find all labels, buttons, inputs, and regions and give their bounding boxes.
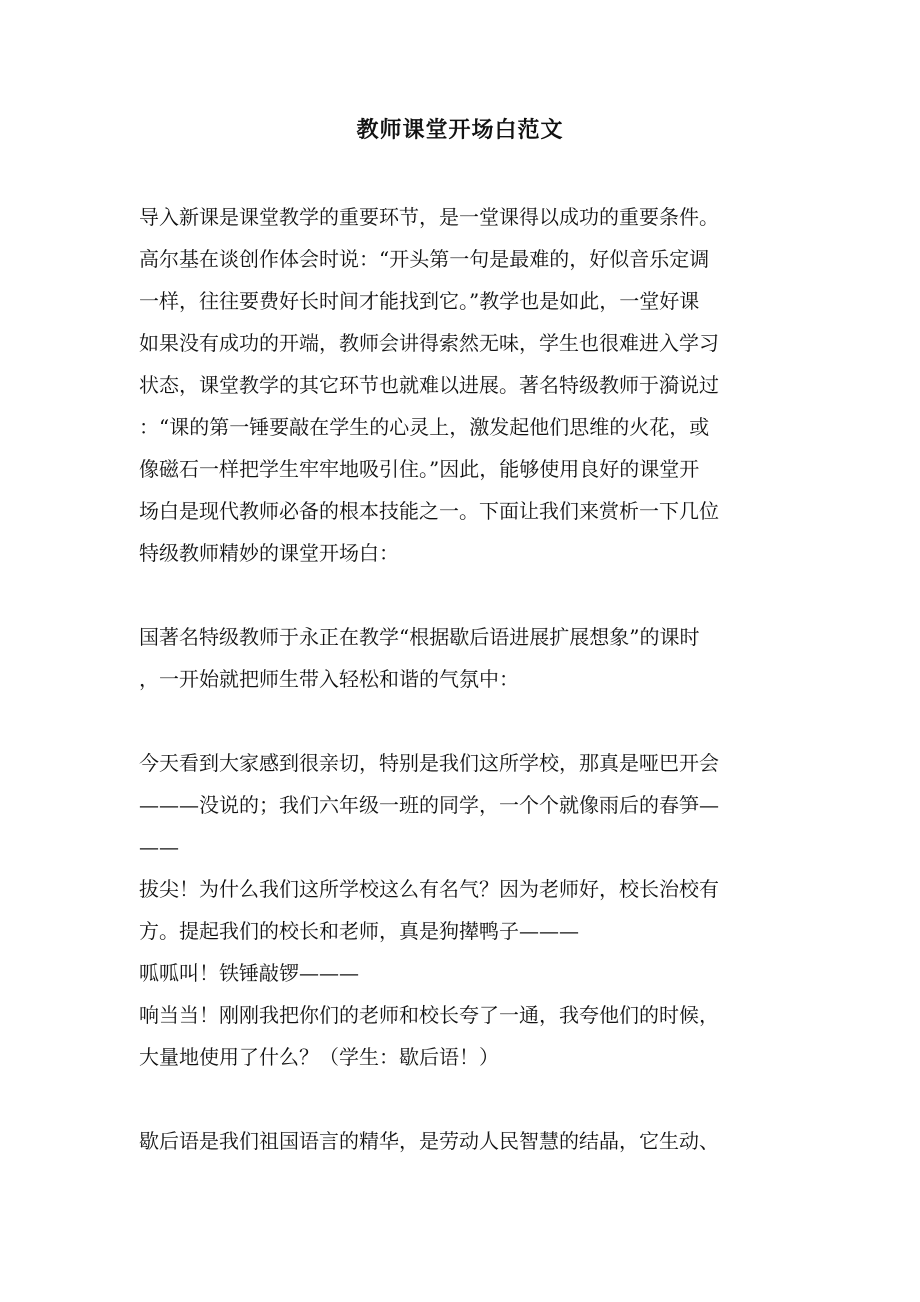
paragraph [139, 742, 779, 1078]
document-body [139, 196, 779, 1162]
text-line: 大量地使用了什么？（学生：歇后语！） [139, 1045, 499, 1069]
paragraph-gap [139, 1078, 779, 1120]
text-line: —— [139, 835, 179, 859]
text-line: 响当当！刚刚我把你们的老师和校长夸了一通，我夸他们的时候， [139, 1003, 719, 1027]
paragraph-gap [139, 574, 779, 616]
paragraph [139, 196, 779, 574]
text-line: 特级教师精妙的课堂开场白： [139, 541, 399, 565]
text-line: 一样，往往要费好长时间才能找到它。”教学也是如此，一堂好课 [139, 289, 700, 313]
text-line: 国著名特级教师于永正在教学“根据歇后语进展扩展想象”的课时 [139, 625, 700, 649]
text-line: 方。提起我们的校长和老师，真是狗撵鸭子——— [139, 919, 579, 943]
text-line: 场白是现代教师必备的根本技能之一。下面让我们来赏析一下几位 [139, 499, 719, 523]
text-line: ———没说的；我们六年级一班的同学，一个个就像雨后的春笋— [139, 793, 719, 817]
text-line: 状态，课堂教学的其它环节也就难以进展。著名特级教师于漪说过 [139, 373, 719, 397]
document-title: 教师课堂开场白范文 [356, 117, 564, 143]
paragraph [139, 1120, 779, 1162]
text-line: 导入新课是课堂教学的重要环节，是一堂课得以成功的重要条件。 [139, 205, 719, 229]
paragraph [139, 616, 779, 700]
text-line: 高尔基在谈创作体会时说：“开头第一句是最难的，好似音乐定调 [139, 247, 710, 271]
text-line: 如果没有成功的开端，教师会讲得索然无味，学生也很难进入学习 [139, 331, 719, 355]
text-line: 今天看到大家感到很亲切，特别是我们这所学校，那真是哑巴开会 [139, 751, 719, 775]
text-line: ，一开始就把师生带入轻松和谐的气氛中： [139, 667, 519, 691]
text-line: 拔尖！为什么我们这所学校这么有名气？因为老师好，校长治校有 [139, 877, 719, 901]
text-line: 像磁石一样把学生牢牢地吸引住。”因此，能够使用良好的课堂开 [139, 457, 700, 481]
paragraph-gap [139, 700, 779, 742]
text-line: 呱呱叫！铁锤敲锣——— [139, 961, 359, 985]
text-line: 歇后语是我们祖国语言的精华，是劳动人民智慧的结晶，它生动、 [139, 1129, 719, 1153]
text-line: ：“课的第一锤要敲在学生的心灵上，激发起他们思维的火花，或 [139, 415, 710, 439]
